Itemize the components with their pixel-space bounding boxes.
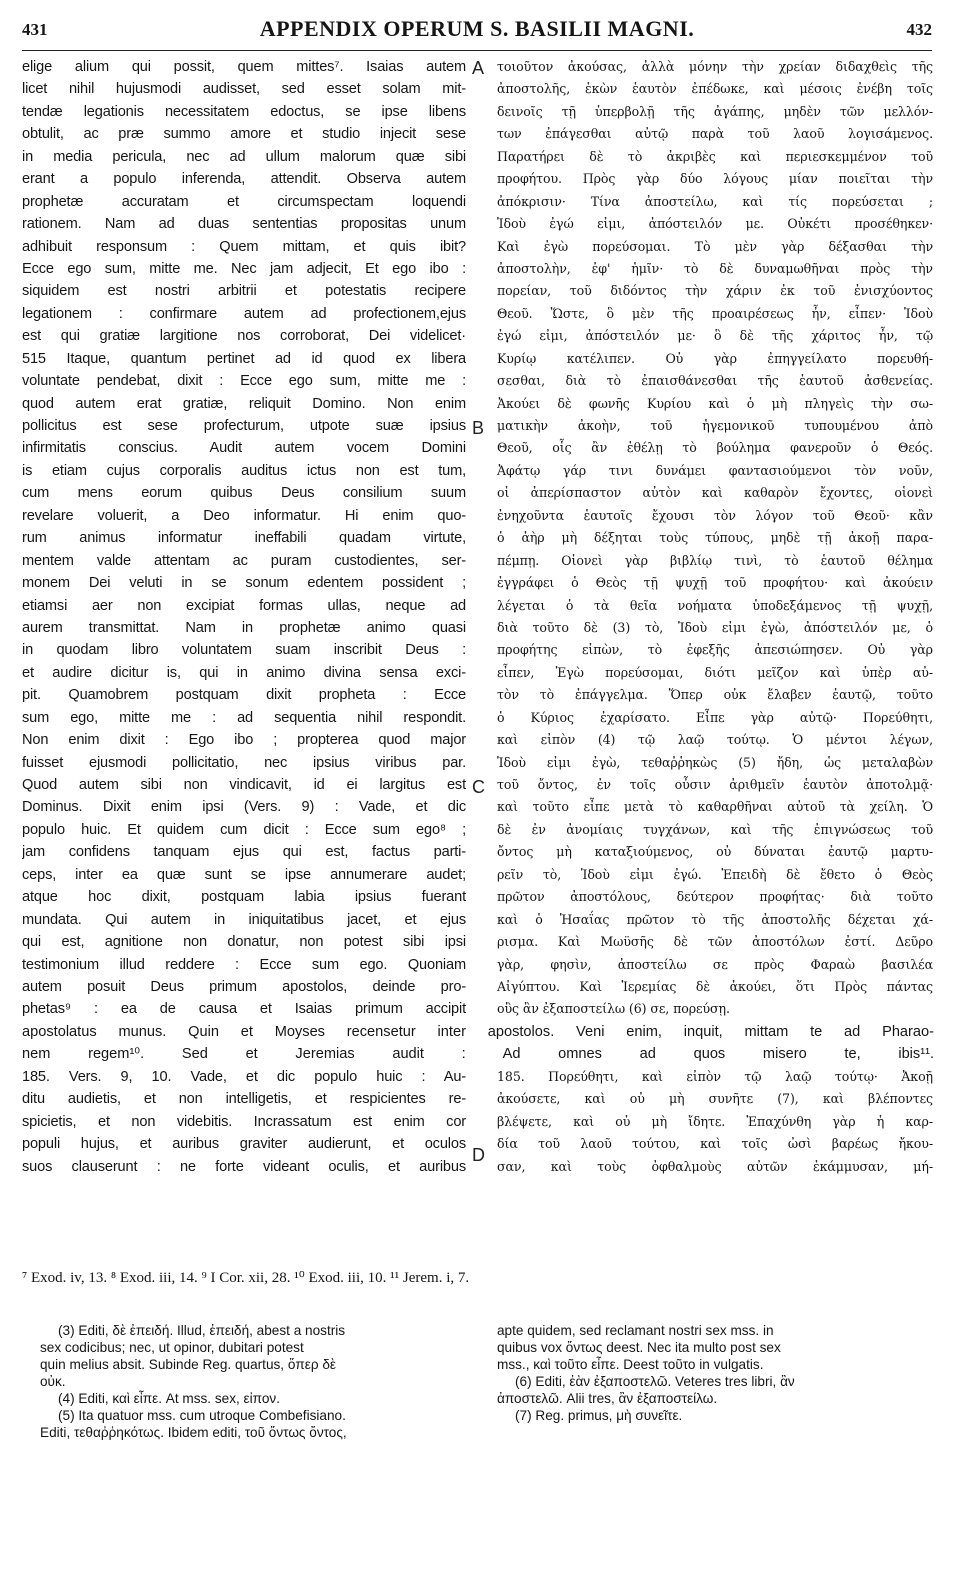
greek-text-line: Καὶ ἐγὼ πορεύσομαι. Τὸ μὲν γὰρ δέξασθαι τὴν [497,238,933,254]
footnote-line: (6) Editi, ἐὰν ἐξαποστελῶ. Veteres tres libri, ἂν [515,1374,795,1389]
latin-text-line: siquidem est nostri arbitrii et potestatis recipere [22,283,466,300]
greek-text-line: ρεῖν τὸ, Ἰδοὺ εἰμι ἐγώ. Ἐπειδὴ δὲ ἔθετο ὁ Θεὸς [497,866,933,882]
footnote-line: (5) Ita quatuor mss. cum utroque Combefisiano. [58,1408,346,1423]
greek-text-line: καὶ ὁ Ἡσαΐας πρῶτον τὸ τῆς ἀποστολῆς δέχεται χά- [497,911,933,927]
latin-text-line: quod autem erat gratiæ, reliquit Domino. Non enim [22,395,466,412]
greek-text-line: τοιοῦτον ἀκούσας, ἀλλὰ μόνην τὴν χρείαν διδαχθεὶς τῆς [497,59,933,74]
latin-text-line: phetas⁹ : ea de causa et Isaias primum accipit [22,1001,466,1018]
footnotes-left [40,1322,470,1441]
greek-text-line: ρισμα. Καὶ Μωϋσῆς δὲ τῶν ἀποστόλων ἐστί. Δεῦρο [497,934,933,950]
latin-verse-line: ditu audietis, et non intelligetis, et respicientes re- [22,1091,466,1108]
latin-text-line: rationem. Nam ad duas sententias propositas unum [22,216,466,233]
footnote-line: (3) Editi, δὲ ἐπειδή. Illud, ἐπειδή, abest a nostris [58,1323,346,1338]
greek-text-line: ἀπόκρισιν· Τίνα ἀποστείλω, καὶ τίς πορεύσεται ; [497,193,933,209]
page-number-right: 432 [906,20,932,39]
latin-text-line: mundata. Qui autem in iniquitatibus jacet, et ejus [22,911,466,928]
footnotes-right [497,1322,933,1424]
full-width-text-line: apostolatus munus. Quin et Moyses recensetur inter apostolos. Veni enim, inquit, mittam te ad Pharao- [22,1024,934,1040]
greek-verse-line: ἀκούσετε, καὶ οὐ μὴ συνῆτε (7), καὶ βλέποντες [497,1091,933,1107]
latin-text-line: cum mens eorum quibus Deus consilium suum [22,485,466,502]
footnote-line: apte quidem, sed reclamant nostri sex mss. in [497,1323,774,1338]
footnote-line: Editi, τεθαῤῥηκότως. Ibidem editi, τοῦ ὄντως ὄντος, [40,1425,347,1440]
greek-text-line: διὰ τοῦτο δὲ (3) τὸ, Ἰδοὺ εἰμι ἐγὼ, ἀπόστειλόν με, ὁ [497,619,933,635]
latin-verse-line: suos clauserunt : ne forte videant oculis, et auribus [22,1158,466,1175]
latin-text-line: ceps, inter ea quæ sunt se ipse annumerare audet; [22,866,466,883]
section-marker-b: B [472,418,485,438]
scripture-references: ⁷ Exod. iv, 13. ⁸ Exod. iii, 14. ⁹ I Cor. xii, 28. ¹⁰ Exod. iii, 10. ¹¹ Jerem. i, 7. [22,1270,470,1286]
greek-text-line: καὶ τοῦτο εἶπε μετὰ τὸ καθαρθῆναι αὐτοῦ τὰ χείλη. Ὁ [497,799,933,815]
footnote-line: quibus vox ὄντως deest. Nec ita multo post sex [497,1340,781,1355]
greek-text-line: πρῶτον ἀποστόλους, δεύτερον προφήτας· διὰ τοῦτο [497,889,933,905]
greek-text-line: λέγεται ὁ τὰ θεῖα νοήματα ὑποδεξάμενος τῇ ψυχῇ, [497,597,933,613]
latin-text-line: est qui gratiæ largitione nos corroborat, Dei videlicet· [22,328,466,345]
greek-text-line: πέμπῃ. Οἱονεὶ γὰρ βιβλίῳ τινὶ, τὸ ἑαυτοῦ θέλημα [497,552,933,568]
latin-text-line: in quodam libro voluntatem suam inscribit Deus : [22,642,466,659]
footnote-line: quin melius absit. Subinde Reg. quartus, ὅπερ δὲ [40,1357,336,1372]
greek-text-line: πορείαν, τοῦ διδόντος τὴν χάριν ἐκ τοῦ ἐνισχύοντος [497,283,933,299]
greek-text-line: ἐγγράφει ὁ Θεὸς τῇ ψυχῇ τοῦ προφήτου· καὶ ἀκούειν [497,575,933,591]
greek-text-line: σεσθαι, διὰ τὸ ἐπαισθάνεσθαι τῆς ἑαυτοῦ ἀσθενείας. [497,373,933,389]
latin-text-line: prophetæ accuratam et circumspectam loquendi [22,193,466,210]
latin-text-line: fuisset ejusmodi pollicitatio, nec ipsius viribus par. [22,754,466,771]
full-width-text-line: nem regem¹⁰. Sed et Jeremias audit : Ad omnes ad quos misero te, ibis¹¹. [22,1046,934,1063]
greek-verse-line: 185. Πορεύθητι, καὶ εἰπὸν τῷ λαῷ τούτῳ· Ἀκοῇ [497,1069,933,1084]
latin-text-line: Non enim dixit : Ego ibo ; propterea quod major [22,732,466,749]
greek-text-line: Αἰγύπτου. Καὶ Ἱερεμίας δὲ ἀκούει, ὅτι Πρὸς πάντας [497,978,933,994]
greek-text-line: εἶπεν, Ἐγὼ πορεύσομαι, διότι μεῖζον καὶ ὑπὲρ αὐ- [497,664,933,680]
greek-text-line: ἐγώ εἰμι, ἀπόστειλόν με· ὃ δὲ τῆς χάριτος ἦν, τῷ [497,328,933,344]
greek-text-line: Ἀκούει δὲ φωνῆς Κυρίου καὶ ὁ μὴ πληγεὶς τὴν σω- [497,395,933,411]
greek-text-line: οὓς ἂν ἐξαποστείλω (6) σε, πορεύσῃ. [497,1001,730,1017]
header-rule [22,50,932,51]
running-header [22,16,932,46]
greek-text-line: Θεοῦ. Ὥστε, ὃ μὲν τῆς προαιρέσεως ἦν, εἶπεν· Ἰδοὺ [497,305,933,321]
latin-text-line: monem Dei veluti in se sonum edentem possident ; [22,575,466,592]
greek-text-line: γὰρ, φησὶν, ἀποστείλω σε πρὸς Φαραὼ βασιλέα [497,956,933,972]
latin-text-line: tendæ legationis necessitatem edoctus, se ipse libens [22,103,466,120]
page-number-left: 431 [22,20,48,39]
greek-text-line: τὸν τὸ ἐπάγγελμα. Ὅπερ οὐκ ἔλαβεν ἑαυτῷ, τοῦτο [497,687,933,703]
greek-text-line: οἱ ἀπερίσπαστον αὐτὸν καὶ καθαρὸν ἔχοντες, οἱονεὶ [497,485,933,501]
footnote-line: (4) Editi, καὶ εἶπε. At mss. sex, εἰπον. [58,1391,280,1406]
latin-text-line: populo huic. Et quidem cum dicit : Ecce sum ego⁸ ; [22,821,466,838]
latin-text-line: pollicitus est sese profecturum, utpote suæ ipsius [22,418,466,434]
greek-text-line: ἀποστολῆς, ἑκὼν ἑαυτὸν ἐπέδωκε, καὶ μέσοις ἐνέβη τοῖς [497,81,933,97]
latin-text-line: aurem transmittat. Nam in prophetæ animo quasi [22,619,466,636]
latin-text-line: obtulit, ac præ summo amore et studio injecit sese [22,126,466,143]
greek-text-line: των ἐπάγεσθαι αὐτῷ παρὰ τοῦ λαοῦ λογισάμενος. [497,126,933,142]
footnote-line: (7) Reg. primus, μὴ συνεῖτε. [515,1408,683,1423]
greek-column-verse-185 [497,1066,933,1178]
greek-text-line: καὶ εἰπὸν (4) τῷ λαῷ τούτῳ. Ὁ μέντοι λέγων, [497,732,933,748]
latin-text-line: mentem valde attentam ac puram custodientes, ser- [22,552,466,569]
footnote-line: ἀποστελῶ. Alii tres, ἂν ἐξαποστείλω. [497,1391,718,1406]
running-title: APPENDIX OPERUM S. BASILII MAGNI. [259,16,695,41]
greek-text-line: Ἰδοὺ εἰμι ἐγὼ, τεθαῤῥηκὼς (5) ἤδη, ὡς μεταλαβὼν [497,754,933,770]
latin-text-line: revelare voluerit, a Deo informatur. Hi enim quo- [22,507,466,524]
latin-text-line: elige alium qui possit, quem mittes⁷. Isaias autem [22,59,466,75]
greek-text-line: ματικὴν ἀκοὴν, τοῦ ἡγεμονικοῦ τυπουμένου ἀπὸ [497,418,933,433]
latin-verse-line: populi hujus, et auribus graviter audierunt, et oculos [22,1136,466,1153]
latin-text-line: infirmitatis conscius. Audit autem vocem Domini [22,440,466,457]
latin-text-line: Ecce ego sum, mitte me. Nec jam adjecit, Et ego ibo : [22,260,466,277]
footnote-line: mss., καὶ τοῦτο εἶπε. Deest τοῦτο in vulgatis. [497,1357,764,1372]
greek-verse-line: βλέψετε, καὶ οὐ μὴ ἴδητε. Ἐπαχύνθη γὰρ ἡ καρ- [497,1113,933,1129]
latin-text-line: Dominus. Dixit enim ipsi (Vers. 9) : Vade, et dic [22,799,466,816]
latin-verse-line: spicietis, et non videbitis. Incrassatum est enim cor [22,1113,466,1130]
latin-text-line: adhibuit responsum : Quem mittam, et quis ibit? [22,238,466,255]
latin-column [22,56,466,1021]
latin-column-verse-185 [22,1066,466,1178]
greek-text-line: δεινοῖς τῇ ὑπερβολῇ τῆς ἀγάπης, μηδὲν τῶν μελλόν- [497,103,933,119]
greek-verse-line: δία τοῦ λαοῦ τούτου, καὶ τοῖς ὠσὶ βαρέως ἤκου- [497,1136,933,1152]
latin-text-line: 515 Itaque, quantum pertinet ad id quod ex libera [22,350,466,367]
section-marker-a: A [472,58,485,78]
greek-text-line: ὁ ἀὴρ μὴ δέξηται τοὺς τύπους, μηδὲ τῇ ἀκοῇ παρα- [497,530,933,546]
section-marker-c: C [472,777,485,797]
footnote-line: sex codicibus; nec, ut opinor, dubitari potest [40,1340,304,1355]
greek-text-line: τοῦ ὄντος, ἐν τοῖς οὖσιν ἀριθμεῖν ἑαυτὸν ἀποτολμᾷ· [497,777,933,792]
greek-text-line: Ἰδοὺ ἐγώ εἰμι, ἀπόστειλόν με. Οὐκέτι προσέθηκεν· [497,216,933,232]
greek-text-line: ὁ Κύριος ἐχαρίσατο. Εἶπε γὰρ αὐτῷ· Πορεύθητι, [497,709,933,725]
latin-text-line: qui est, agnitione non donatur, non potest sibi ipsi [22,934,466,951]
latin-text-line: atque hoc dixit, postquam labia ipsius fuerant [22,889,466,906]
latin-text-line: jam confidens tanquam ejus qui est, factus parti- [22,844,466,861]
full-width-lines [22,1021,934,1066]
greek-text-line: ἐνηχοῦντα ἑαυτοῖς ἔχουσι τὸν λόγον τοῦ Θεοῦ· κἂν [497,507,933,523]
greek-column [497,56,933,1021]
latin-text-line: voluntate pendebat, dixit : Ecce ego sum, mitte me : [22,373,466,390]
latin-verse-line: 185. Vers. 9, 10. Vade, et dic populo huic : Au- [22,1069,466,1085]
greek-text-line: προφήτης εἰπὼν, τὸ ἐφεξῆς ἀπεσιώπησεν. Οὐ γὰρ [497,642,933,658]
latin-text-line: is etiam cujus corporalis auditus ictus non est tum, [22,462,466,479]
latin-text-line: et audire dicitur is, qui in animo divina sensa exci- [22,664,466,681]
latin-text-line: in media pericula, nec ad ullum malorum quæ sibi [22,148,466,165]
latin-text-line: legationem : confirmare autem ad profectionem,ejus [22,305,466,322]
greek-verse-line: σαν, καὶ τοὺς ὀφθαλμοὺς αὐτῶν ἐκάμμυσαν, μή- [497,1158,933,1174]
greek-text-line: προφήτου. Πρὸς γὰρ δύο λόγους μίαν ποιεῖται τὴν [497,171,933,187]
latin-text-line: etiamsi aer non excipiat formas ullas, neque ad [22,597,466,614]
greek-text-line: ὄντος μὴ καταξιούμενος, οὐ δύναται ἑαυτῷ μαρτυ- [497,844,933,860]
latin-text-line: pit. Quamobrem postquam dixit propheta : Ecce [22,687,466,704]
latin-text-line: sum ego, mitte me : ad sequentia nihil respondit. [22,709,466,726]
footnote-line: οὐκ. [40,1374,66,1389]
latin-text-line: testimonium illud reddere : Ecce sum ego. Quoniam [22,956,466,973]
greek-text-line: ἀποστολὴν, ἐφ' ἡμῖν· τὸ δὲ δυναμωθῆναι πρὸς τὴν [497,260,933,276]
latin-text-line: licet nihil hujusmodi audisset, sed esset solam mit- [22,81,466,98]
latin-text-line: erant a populo inferenda, attendit. Observa autem [22,171,466,188]
greek-text-line: δὲ ἐν ἀνομίαις τυγχάνων, καὶ τῆς ἐπιγνώσεως τοῦ [497,821,933,837]
latin-text-line: Quod autem sibi non vindicavit, id ei largitus est [22,777,466,793]
greek-text-line: Κυρίῳ κατέλιπεν. Οὐ γὰρ ἐπηγγείλατο πορευθή- [497,350,933,366]
greek-text-line: Θεοῦ, οἷς ἂν ἐθέλῃ τὸ βούλημα φανεροῦν ὁ Θεός. [497,440,933,456]
latin-text-line: autem posuit Deus primum apostolos, deinde pro- [22,978,466,995]
section-marker-d: D [472,1145,485,1165]
greek-text-line: Παρατήρει δὲ τὸ ἀκριβὲς καὶ περιεσκεμμένον τοῦ [497,148,933,164]
greek-text-line: Ἀφάτῳ γάρ τινι δυνάμει φαντασιούμενοι τὸν νοῦν, [497,462,933,478]
latin-text-line: rum animus informatur ineffabili quadam virtute, [22,530,466,547]
